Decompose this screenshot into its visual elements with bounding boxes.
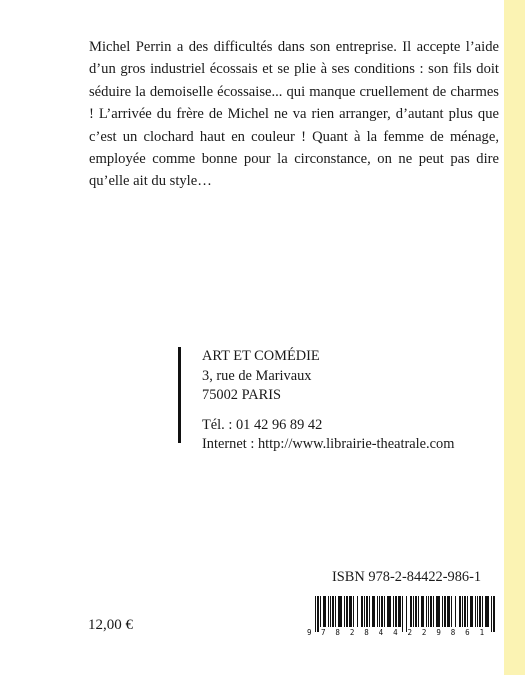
- barcode-bar: [436, 596, 440, 627]
- barcode-bar: [428, 596, 429, 627]
- barcode-bar: [493, 596, 495, 632]
- barcode-bar: [413, 596, 414, 627]
- barcode-bar: [315, 596, 316, 632]
- barcode-bar: [366, 596, 368, 627]
- barcode-bar: [459, 596, 461, 627]
- barcode-digit: 1: [479, 628, 485, 637]
- barcode-bar: [323, 596, 326, 627]
- barcode-bar: [410, 596, 412, 627]
- barcode-digit: 2: [407, 628, 413, 637]
- publisher-block: [178, 347, 455, 452]
- barcode-bar: [393, 596, 394, 627]
- barcode-bar: [364, 596, 365, 627]
- barcode-digit: 4: [378, 628, 384, 637]
- barcode-digit: 9: [307, 628, 312, 637]
- barcode-bar: [384, 596, 385, 627]
- barcode-bar: [447, 596, 450, 627]
- barcode-bar: [402, 596, 403, 632]
- barcode-bar: [462, 596, 463, 627]
- publisher-name: ART ET COMÉDIE: [202, 348, 320, 364]
- barcode-digit: 8: [364, 628, 369, 637]
- barcode-bar: [415, 596, 417, 627]
- barcode-bar: [467, 596, 468, 627]
- isbn-label: ISBN 978-2-84422-986-1: [332, 569, 482, 585]
- barcode-digit: 4: [393, 628, 398, 637]
- barcode-bar: [491, 596, 492, 632]
- barcode-bar: [372, 596, 375, 627]
- barcode-bar: [353, 596, 354, 627]
- barcode-bar: [398, 596, 401, 627]
- barcode-bar: [464, 596, 466, 627]
- barcode-bar: [421, 596, 424, 627]
- barcode-bar: [451, 596, 452, 627]
- barcode-bar: [328, 596, 329, 627]
- barcode-bar: [470, 596, 473, 627]
- barcode-bar: [433, 596, 434, 627]
- barcode-bar: [338, 596, 342, 627]
- spine-strip: [504, 0, 525, 675]
- barcode-bar: [332, 596, 334, 627]
- barcode-bar: [395, 596, 397, 627]
- barcode-bar: [344, 596, 345, 627]
- barcode-bar: [444, 596, 446, 627]
- back-cover-blurb: Michel Perrin a des difficultés dans son entreprise. Il accepte l’aide d’un gros industriel écossais et se plie à ses conditions : son fils doit séduire la demoiselle écossaise... qui manque cruellement de charmes ! L’arrivée du frère de Michel ne va rien arranger, d’autant plus que c’est un clochard haut en couleur ! Quant à la femme de ménage, employée comme bonne pour la circonstance, on ne peut pas dire qu’elle ait du style…: [89, 39, 499, 190]
- barcode-digit: 2: [349, 628, 355, 637]
- price-label: 12,00 €: [88, 617, 133, 633]
- barcode-bar: [418, 596, 419, 627]
- barcode-digit: 7: [321, 628, 326, 637]
- barcode-bar: [426, 596, 427, 627]
- barcode-bar: [406, 596, 407, 632]
- publisher-website: Internet : http://www.librairie-theatrale.com: [202, 436, 455, 452]
- barcode-bar: [485, 596, 489, 627]
- barcode-bar: [346, 596, 348, 627]
- barcode-bar: [349, 596, 352, 627]
- barcode-bar: [477, 596, 478, 627]
- barcode-bar: [381, 596, 383, 627]
- barcode-bar: [455, 596, 456, 627]
- barcode-bar: [357, 596, 358, 627]
- isbn-barcode: [306, 592, 496, 638]
- publisher-city: 75002 PARIS: [202, 387, 282, 403]
- barcode-bar: [361, 596, 363, 627]
- barcode-bar: [330, 596, 331, 627]
- barcode-bar: [317, 596, 319, 632]
- barcode-digit: 8: [450, 628, 456, 637]
- barcode-bar: [369, 596, 370, 627]
- barcode-digit: 2: [421, 628, 427, 637]
- publisher-phone: Tél. : 01 42 96 89 42: [202, 416, 323, 433]
- barcode-bar: [377, 596, 378, 627]
- barcode-bar: [482, 596, 483, 627]
- barcode-digit: 6: [465, 628, 470, 637]
- barcode-bar: [475, 596, 476, 627]
- publisher-street: 3, rue de Marivaux: [202, 367, 312, 384]
- barcode-bar: [442, 596, 443, 627]
- barcode-bar: [430, 596, 432, 627]
- barcode-bar: [335, 596, 336, 627]
- barcode-bar: [479, 596, 481, 627]
- barcode-bar: [320, 596, 321, 627]
- barcode-bar: [379, 596, 380, 627]
- barcode-digit: 8: [335, 628, 340, 637]
- barcode-digit: 9: [436, 628, 441, 637]
- barcode-bar: [387, 596, 391, 627]
